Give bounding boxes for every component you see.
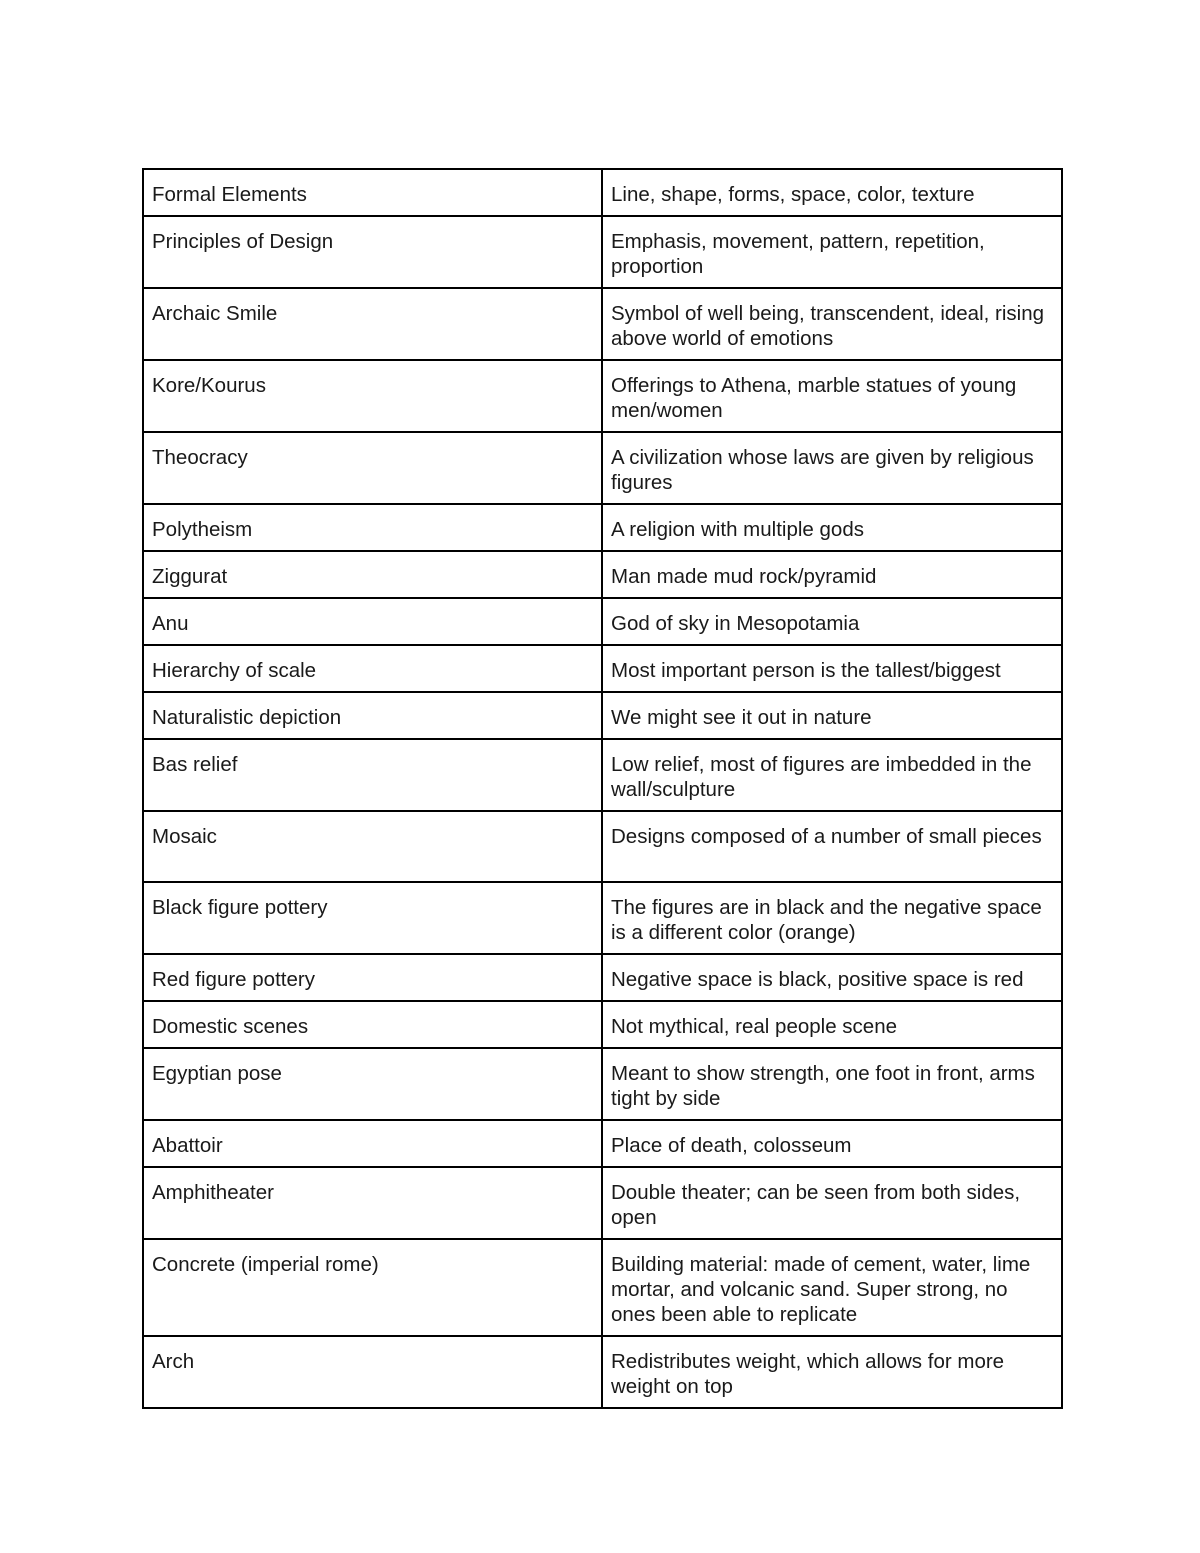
- term-cell: Principles of Design: [143, 216, 602, 288]
- definition-cell: A civilization whose laws are given by religious figures: [602, 432, 1062, 504]
- table-row: [143, 1001, 1062, 1048]
- definition-cell: Emphasis, movement, pattern, repetition, proportion: [602, 216, 1062, 288]
- term-cell: Theocracy: [143, 432, 602, 504]
- term-cell: Kore/Kourus: [143, 360, 602, 432]
- term-cell: Abattoir: [143, 1120, 602, 1167]
- definition-cell: Not mythical, real people scene: [602, 1001, 1062, 1048]
- table-row: [143, 882, 1062, 954]
- definition-cell: The figures are in black and the negative space is a different color (orange): [602, 882, 1062, 954]
- term-cell: Egyptian pose: [143, 1048, 602, 1120]
- definition-cell: Redistributes weight, which allows for more weight on top: [602, 1336, 1062, 1408]
- definition-cell: Line, shape, forms, space, color, texture: [602, 169, 1062, 216]
- table-row: [143, 360, 1062, 432]
- table-row: [143, 169, 1062, 216]
- definition-cell: Building material: made of cement, water, lime mortar, and volcanic sand. Super strong, no ones been able to replicate: [602, 1239, 1062, 1336]
- definition-cell: Negative space is black, positive space is red: [602, 954, 1062, 1001]
- definition-cell: Place of death, colosseum: [602, 1120, 1062, 1167]
- table-row: [143, 1120, 1062, 1167]
- table-row: [143, 551, 1062, 598]
- definition-cell: God of sky in Mesopotamia: [602, 598, 1062, 645]
- table-row: [143, 216, 1062, 288]
- table-row: [143, 739, 1062, 811]
- term-cell: Bas relief: [143, 739, 602, 811]
- term-cell: Naturalistic depiction: [143, 692, 602, 739]
- table-row: [143, 504, 1062, 551]
- term-cell: Archaic Smile: [143, 288, 602, 360]
- definition-cell: Symbol of well being, transcendent, ideal, rising above world of emotions: [602, 288, 1062, 360]
- term-cell: Ziggurat: [143, 551, 602, 598]
- definition-cell: Low relief, most of figures are imbedded in the wall/sculpture: [602, 739, 1062, 811]
- term-cell: Hierarchy of scale: [143, 645, 602, 692]
- term-cell: Amphitheater: [143, 1167, 602, 1239]
- term-cell: Polytheism: [143, 504, 602, 551]
- term-cell: Domestic scenes: [143, 1001, 602, 1048]
- definition-cell: Designs composed of a number of small pieces: [602, 811, 1062, 882]
- term-cell: Red figure pottery: [143, 954, 602, 1001]
- table-row: [143, 432, 1062, 504]
- term-cell: Black figure pottery: [143, 882, 602, 954]
- definition-cell: Meant to show strength, one foot in front, arms tight by side: [602, 1048, 1062, 1120]
- table-row: [143, 598, 1062, 645]
- term-cell: Formal Elements: [143, 169, 602, 216]
- definition-cell: Most important person is the tallest/biggest: [602, 645, 1062, 692]
- table-row: [143, 692, 1062, 739]
- table-row: [143, 954, 1062, 1001]
- definition-cell: Man made mud rock/pyramid: [602, 551, 1062, 598]
- table-row: [143, 1239, 1062, 1336]
- terms-table: [142, 168, 1063, 1409]
- term-cell: Concrete (imperial rome): [143, 1239, 602, 1336]
- table-row: [143, 1048, 1062, 1120]
- definition-cell: We might see it out in nature: [602, 692, 1062, 739]
- table-row: [143, 811, 1062, 882]
- table-row: [143, 1167, 1062, 1239]
- term-cell: Mosaic: [143, 811, 602, 882]
- definition-cell: Offerings to Athena, marble statues of young men/women: [602, 360, 1062, 432]
- term-cell: Arch: [143, 1336, 602, 1408]
- table-row: [143, 288, 1062, 360]
- definition-cell: A religion with multiple gods: [602, 504, 1062, 551]
- term-cell: Anu: [143, 598, 602, 645]
- table-row: [143, 1336, 1062, 1408]
- definition-cell: Double theater; can be seen from both sides, open: [602, 1167, 1062, 1239]
- table-row: [143, 645, 1062, 692]
